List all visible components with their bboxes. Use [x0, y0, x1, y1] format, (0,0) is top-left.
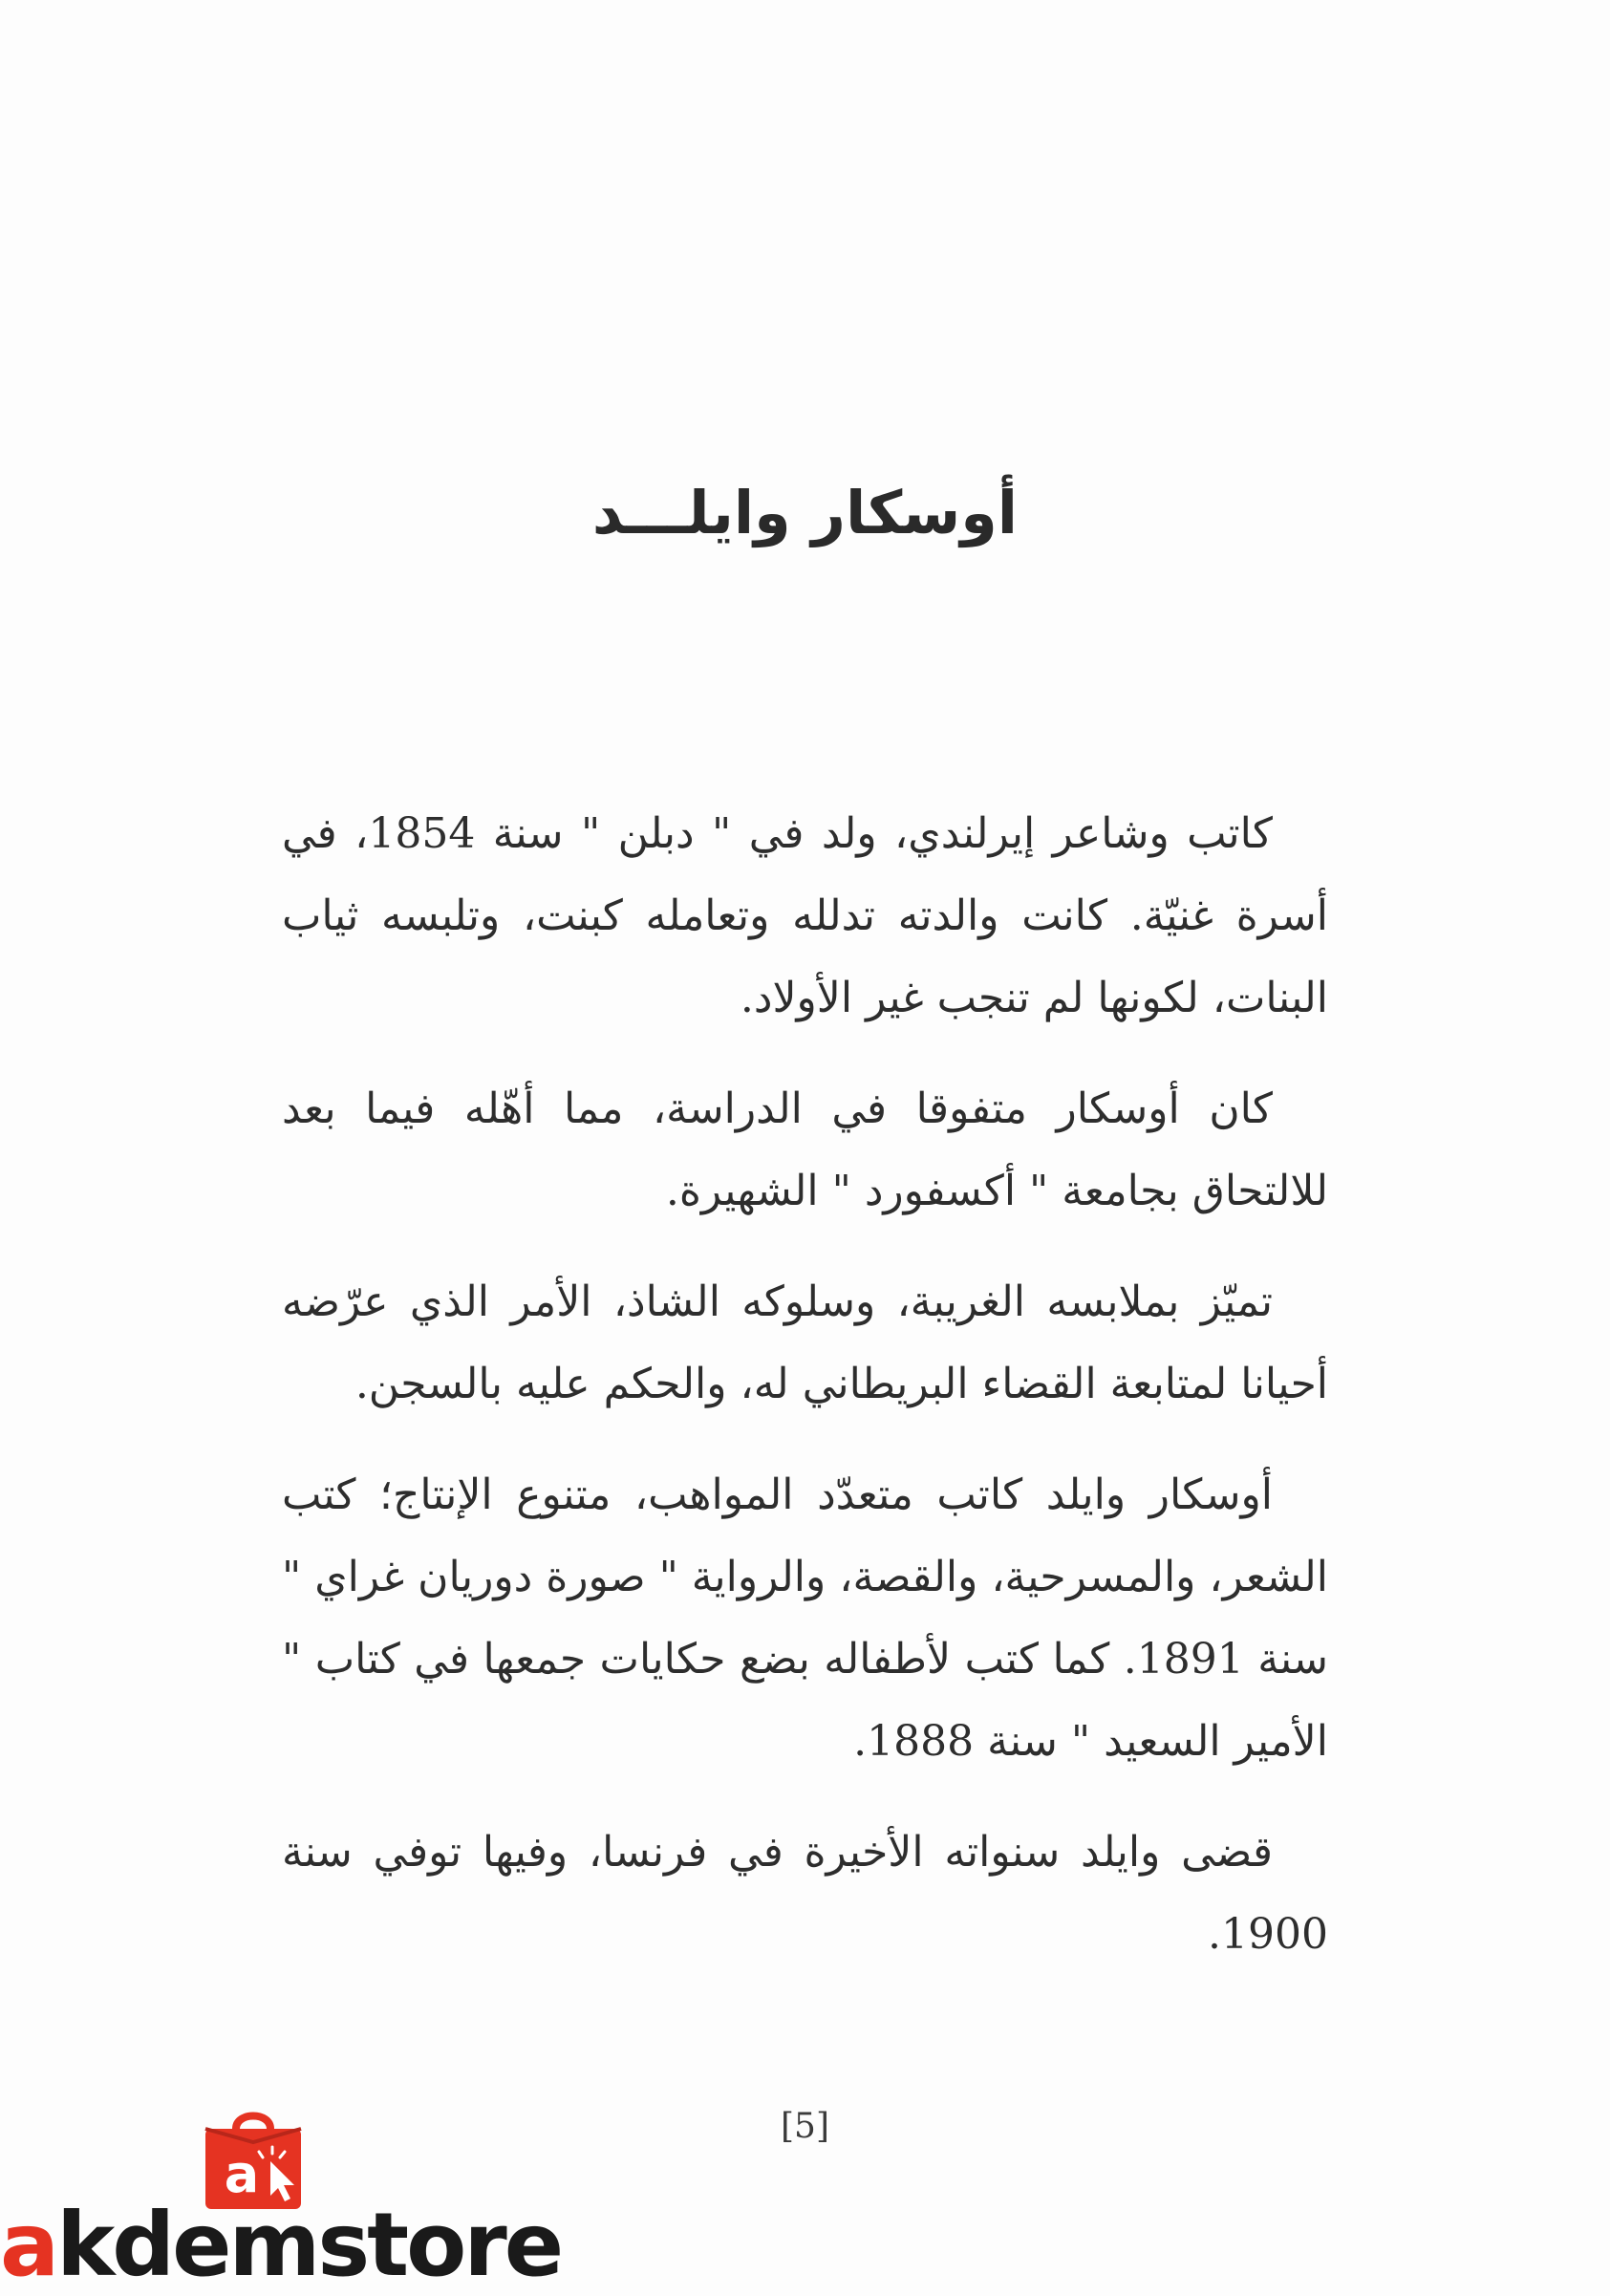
store-watermark-logo — [0, 2092, 562, 2296]
body-text — [282, 793, 1328, 2005]
paragraph-3: تميّز بملابسه الغريبة، وسلوكه الشاذ، الأمر الذي عرّضه أحيانا لمتابعة القضاء البريطاني له، والحكم عليه بالسجن. — [282, 1277, 1328, 1408]
bag-letter: a — [224, 2144, 260, 2204]
paragraph-1: كاتب وشاعر إيرلندي، ولد في " دبلن " سنة 1854، في أسرة غنيّة. كانت والدته تدلله وتعامله كبنت، وتلبسه ثياب البنات، لكونها لم تنجب غير الأولاد. — [282, 809, 1328, 1022]
store-name — [0, 2194, 562, 2296]
store-name-first-letter: a — [0, 2194, 57, 2296]
paragraph-5: قضى وايلد سنواته الأخيرة في فرنسا، وفيها توفي سنة 1900. — [282, 1828, 1328, 1959]
chapter-title: أوسكار وايلـــد — [591, 478, 1019, 547]
paragraph-4: أوسكار وايلد كاتب متعدّد المواهب، متنوع الإنتاج؛ كتب الشعر، والمسرحية، والقصة، والرواية " صورة دوريان غراي " سنة 1891. كما كتب لأطفاله بضع حكايات جمعها في كتاب " الأمير السعيد " سنة 1888. — [281, 1470, 1328, 1766]
page-number: [5] — [781, 2107, 829, 2146]
paragraph-2: كان أوسكار متفوقا في الدراسة، مما أهّله فيما بعد للالتحاق بجامعة " أكسفورد " الشهيرة. — [282, 1084, 1328, 1215]
store-name-rest: kdemstore — [56, 2194, 562, 2296]
